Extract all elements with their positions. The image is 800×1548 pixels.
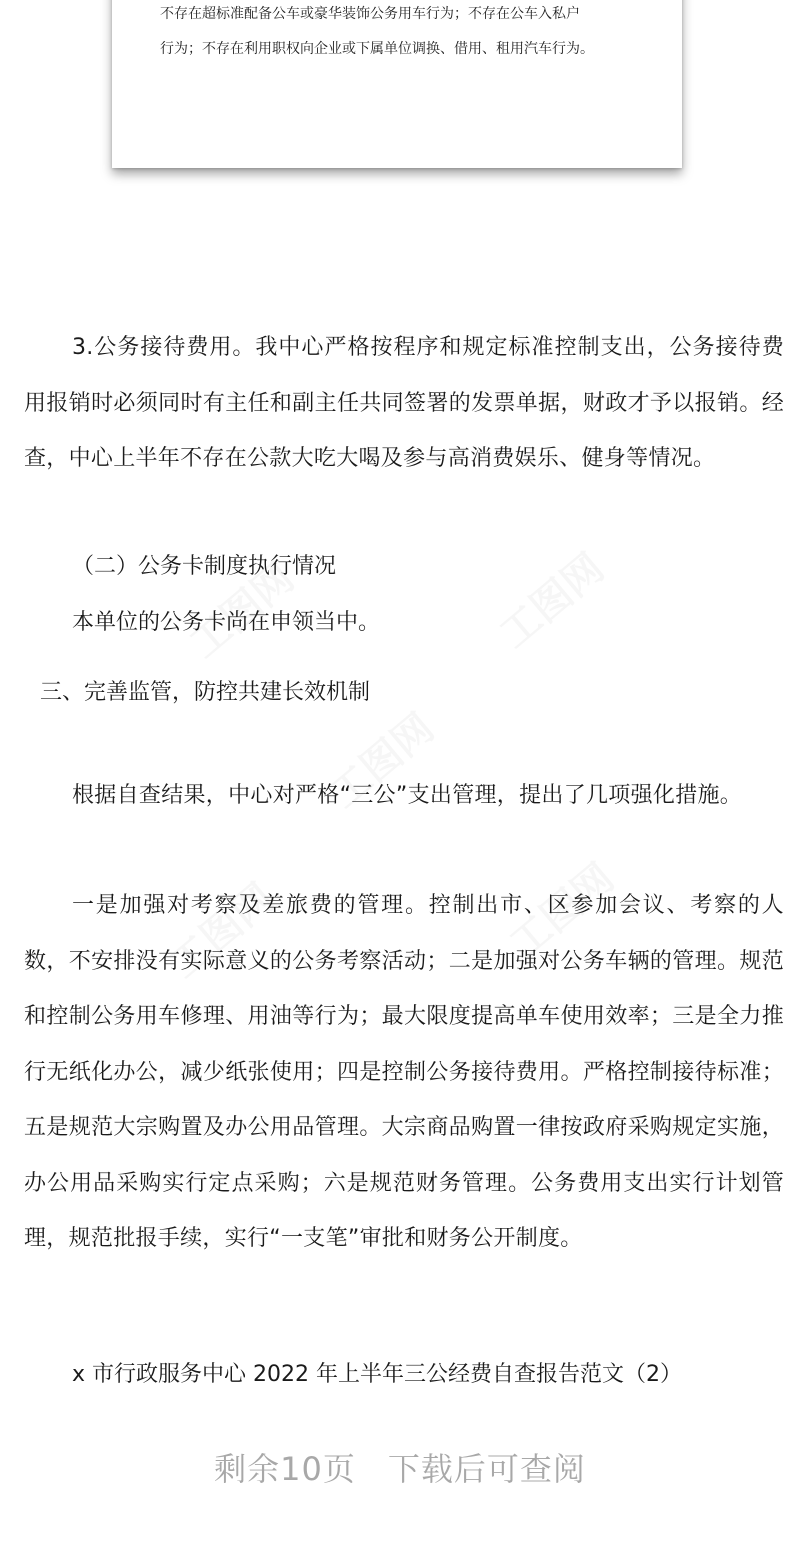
section-heading-official-card: （二）公务卡制度执行情况	[72, 554, 337, 579]
watermark	[486, 538, 615, 659]
paragraph-measures: 一是加强对考察及差旅费的管理。控制出市、区参加会议、考察的人数，不安排没有实际意义的公务考察活动；二是加强对公务车辆的管理。规范和控制公务用车修理、用油等行为；最大限度提高单车使用效率；三是全力推行无纸化办公，减少纸张使用；四是控制公务接待费用。严格控制接待标准；五是规范大宗购置及办公用品管理。大宗商品购置一律按政府采购规定实施，办公用品采购实行定点采购；六是规范财务管理。公务费用支出实行计划管理，规范批报手续，实行“一支笔”审批和财务公开制度。	[24, 893, 784, 1251]
card-text-line: 行为；不存在利用职权向企业或下属单位调换、借用、租用汽车行为。	[160, 41, 594, 57]
paragraph-official-card: 本单位的公务卡尚在申领当中。	[72, 610, 381, 635]
download-prompt[interactable]	[0, 1449, 800, 1489]
card-text-line: 不存在超标准配备公车或豪华装饰公务用车行为；不存在公车入私户	[160, 6, 580, 22]
paragraph-self-check-result: 根据自查结果，中心对严格“三公”支出管理，提出了几项强化措施。	[72, 783, 743, 808]
remaining-pages-label: 剩余10页	[214, 1450, 356, 1488]
next-document-title: x 市行政服务中心 2022 年上半年三公经费自查报告范文（2）	[72, 1362, 682, 1387]
section-heading-supervision: 三、完善监管，防控共建长效机制	[40, 680, 371, 705]
paragraph-reception-expenses: 3.公务接待费用。我中心严格按程序和规定标准控制支出，公务接待费用报销时必须同时有主任和副主任共同签署的发票单据，财政才予以报销。经查，中心上半年不存在公款大吃大喝及参与高消费娱乐、健身等情况。	[24, 335, 784, 471]
previous-page-card	[112, 0, 682, 168]
download-to-view-label: 下载后可查阅	[387, 1450, 586, 1488]
